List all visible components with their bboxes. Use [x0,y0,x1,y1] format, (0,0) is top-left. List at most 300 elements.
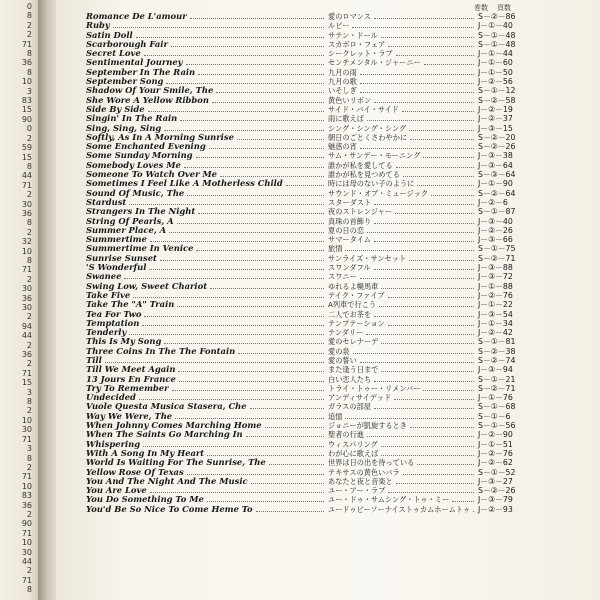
volume-page-code: J－③－64 [478,160,513,170]
dot-leader [360,362,474,363]
volume-page-code: J－②－37 [478,114,513,124]
japanese-title: サム・サンデー・モーニング [328,151,421,161]
index-entry [80,244,600,253]
volume-page-code: S－③－64 [478,170,516,180]
dot-leader [473,511,474,512]
left-page [0,0,40,600]
volume-page-code: J－②－90 [478,430,513,440]
volume-page-code: J－①－60 [478,58,513,68]
dot-leader [177,306,324,307]
volume-page-code: J－③－88 [478,263,513,273]
volume-page-code: S－①－68 [478,402,516,412]
song-title: Singin' In The Rain [86,113,178,124]
dot-leader [187,474,324,475]
volume-page-code: J－③－27 [478,476,513,486]
volume-page-code: J－②－19 [478,104,513,114]
song-title: Stardust [86,196,127,207]
dot-leader [374,408,474,409]
index-entry [80,347,600,356]
left-page-number: 8 [26,161,32,171]
left-page-number: 2 [26,566,32,576]
left-page-number: 36 [21,58,32,68]
dot-leader [417,185,474,186]
index-entry [80,300,600,309]
song-title: With A Song In My Heart [86,447,205,458]
song-title: Shadow Of Your Smile, The [86,85,214,96]
dot-leader [196,157,324,158]
song-title: Summer Place, A [86,224,167,235]
volume-page-code: J－①－34 [478,318,513,328]
dot-leader [143,446,324,447]
dot-leader [367,436,474,437]
left-page-number: 71 [21,575,32,585]
left-page-number: 3 [26,444,32,454]
dot-leader [133,297,324,298]
dot-leader [394,399,474,400]
volume-page-code: J－③－54 [478,309,513,319]
volume-page-code: J－②－62 [478,458,513,468]
song-title: Sunrise Sunset [86,252,157,263]
volume-page-code: J－②－42 [478,328,513,338]
japanese-title: センチメンタル・ジャーニー [328,58,421,68]
volume-page-code: J－①－44 [478,49,513,59]
index-entry [80,263,600,272]
dot-leader [424,64,474,65]
volume-page-code: S－①－48 [478,30,516,40]
dot-leader [136,37,324,38]
volume-page-code: J－③－38 [478,151,513,161]
japanese-title: いそしぎ [328,86,357,96]
left-page-number: 83 [21,491,32,501]
volume-page-code: S－①－6 [478,411,511,421]
dot-leader [403,176,474,177]
left-page-number: 36 [21,350,32,360]
volume-page-code: S－②－38 [478,346,516,356]
dot-leader [367,120,474,121]
dot-leader [171,46,324,47]
volume-page-code: J－③－79 [478,495,513,505]
dot-leader [265,427,324,428]
left-page-number: 2 [26,509,32,519]
dot-leader [148,111,324,112]
dot-leader [410,139,474,140]
dot-leader [381,37,474,38]
dot-leader [374,316,474,317]
left-page-number: 36 [21,208,32,218]
dot-leader [381,288,474,289]
left-page-number: 32 [21,237,32,247]
left-page-number: 15 [21,152,32,162]
volume-page-code: J－①－76 [478,393,513,403]
volume-page-code: S－①－75 [478,244,516,254]
volume-page-code: J－②－76 [478,448,513,458]
dot-leader [410,427,474,428]
song-title: You Are Love [86,485,147,496]
left-page-number: 36 [21,293,32,303]
japanese-title: テンプテーション [328,318,385,328]
volume-page-code: J－①－40 [478,21,513,31]
left-page-number: 10 [21,77,32,87]
dot-leader [149,269,324,270]
dot-leader [164,130,324,131]
left-page-number: 71 [21,434,32,444]
left-page-number: 71 [21,39,32,49]
volume-page-code: S－②－20 [478,132,516,142]
dot-leader [250,408,324,409]
left-page-number: 8 [26,255,32,265]
dot-leader [388,46,474,47]
song-title: When Johnny Comes Marching Home [86,420,262,431]
japanese-title: 愛の誓い [328,355,357,365]
left-page-number: 30 [21,284,32,294]
left-page-number: 44 [21,171,32,181]
volume-page-code: S－②－64 [478,188,516,198]
left-page-number: 15 [21,378,32,388]
dot-leader [379,306,474,307]
japanese-title: 夏の日の恋 [328,225,364,235]
song-title: Secret Love [86,48,141,59]
japanese-title: テキサスの黄色いバラ [328,467,400,477]
dot-leader [409,130,474,131]
dot-leader [367,232,474,233]
dot-leader [345,418,474,419]
dot-leader [172,390,324,391]
volume-page-code: J－②－76 [478,290,513,300]
song-title: When The Saints Go Marching In [86,429,243,440]
left-page-number: 90 [21,519,32,529]
dot-leader [374,241,474,242]
index-entry [80,226,600,235]
dot-leader [124,278,324,279]
dot-leader [388,492,474,493]
japanese-title: サウンド・オブ・ミュージック [328,188,429,198]
left-page-number: 2 [26,340,32,350]
dot-leader [388,325,474,326]
left-page-number: 59 [21,143,32,153]
japanese-title: サンライズ・サンセット [328,253,407,263]
volume-page-code: S－②－58 [478,95,516,105]
left-page-number: 8 [26,49,32,59]
japanese-title: テイク・ファイブ [328,290,385,300]
index-entry [80,96,600,105]
song-title: You And The Night And The Music [86,475,248,486]
dot-leader [409,260,474,261]
dot-leader [374,381,474,382]
song-title: September Song [86,76,164,87]
volume-page-code: J－①－88 [478,281,513,291]
song-title: Till We Meet Again [86,364,176,375]
left-page-number: 2 [26,274,32,284]
song-title: September In The Rain [86,66,196,77]
left-page-numbers [2,2,32,595]
japanese-title: スワニー [328,272,357,282]
left-page-number: 44 [21,556,32,566]
index-entry [80,282,600,291]
dot-leader [396,55,474,56]
song-title: Sentimental Journey [86,57,183,68]
song-title: Sound Of Music, The [86,187,185,198]
dot-leader [144,316,324,317]
dot-leader [403,474,474,475]
index-entry [80,430,600,439]
song-title: Somebody Loves Me [86,159,181,170]
volume-page-code: S－②－71 [478,383,516,393]
volume-header: 巻数 [474,4,488,12]
song-title: Satin Doll [86,29,133,40]
dot-leader [381,343,474,344]
japanese-title: 愛の泉 [328,346,350,356]
song-title: Try To Remember [86,382,169,393]
dot-leader [150,492,324,493]
left-page-number: 71 [21,265,32,275]
volume-page-code: J－②－26 [478,225,513,235]
song-title: Three Coins In The The Fontain [86,345,236,356]
japanese-title: サイド・バイ・サイド [328,104,399,114]
dot-leader [164,343,324,344]
dot-leader [177,223,324,224]
index-entry [80,12,600,21]
song-title: Swanee [86,271,122,282]
dot-leader [209,148,324,149]
dot-leader [238,353,324,354]
left-page-number: 36 [21,500,32,510]
japanese-title: 朝日のごとくさわやかに [328,132,408,142]
dot-leader [175,418,324,419]
volume-page-code: J－②－6 [478,197,508,207]
japanese-title: ジョニーが凱旋するとき [328,421,407,431]
volume-page-code: S－①－21 [478,374,516,384]
volume-page-code: S－②－86 [478,12,516,21]
japanese-title: トライ・トゥー・リメンバー [328,383,421,393]
song-title: Some Enchanted Evening [86,141,206,152]
dot-leader [190,18,324,19]
song-title: World Is Waiting For The Sunrise, The [86,457,266,468]
left-page-number: 71 [21,472,32,482]
song-title: Some Sunday Morning [86,150,193,161]
left-page-number: 10 [21,481,32,491]
dot-leader [452,501,474,502]
volume-page-code: J－②－93 [478,504,513,514]
japanese-title: 夜のストレンジャー [328,207,393,217]
volume-page-code: J－①－51 [478,439,513,449]
left-page-number: 2 [26,133,32,143]
index-entry [80,319,600,328]
left-page-number: 2 [26,462,32,472]
song-title: Summertime In Venice [86,243,194,254]
left-page-number: 90 [21,114,32,124]
japanese-title: スカボロ・フェア [328,39,386,49]
dot-leader [139,399,324,400]
left-page-number: 71 [21,368,32,378]
song-index-list [80,12,600,514]
volume-page-code: S－②－74 [478,355,516,365]
dot-leader [431,195,474,196]
volume-page-code: J－①－22 [478,300,513,310]
index-entry [80,310,600,319]
song-title: 'S Wonderful [86,262,147,273]
dot-leader [402,111,474,112]
dot-leader [374,204,474,205]
volume-page-code: S－②－71 [478,253,516,263]
japanese-title: 追憶 [328,411,343,421]
left-page-number: 30 [21,303,32,312]
song-title: Romance De L'amour [86,11,187,21]
japanese-title: アンディサイデッド [328,393,392,403]
song-title: Tea For Two [86,308,142,319]
dot-leader [360,74,474,75]
japanese-title: 聖者の行進 [328,430,364,440]
left-page-number: 2 [26,20,32,30]
song-title: Take The "A" Train [86,299,175,310]
dot-leader [196,250,324,251]
japanese-title: あなたと夜と音楽と [328,476,393,486]
left-page-number: 30 [21,547,32,557]
song-title: String Of Pearls, A [86,215,174,226]
left-page-number: 8 [26,397,32,407]
left-page-number: 8 [26,67,32,77]
song-title: This Is My Song [86,336,162,347]
left-page-number: 2 [26,30,32,40]
dot-leader [352,27,474,28]
song-title: Undecided [86,392,136,403]
song-title: Take Five [86,289,131,300]
volume-page-code: J－①－90 [478,179,513,189]
song-title: Side By Side [86,103,145,114]
dot-leader [166,83,324,84]
dot-leader [129,204,324,205]
japanese-title: 愛のセレナーデ [328,337,379,347]
song-title: Tenderly [86,327,127,338]
japanese-title: A列車で行こう [328,300,377,310]
index-entry [80,189,600,198]
index-entry [80,21,600,30]
left-page-number: 30 [21,425,32,435]
index-entry [80,477,600,486]
left-page-number: 8 [26,453,32,463]
japanese-title: 誰かが私を見つめてる [328,170,400,180]
song-title: You Do Something To Me [86,494,204,505]
dot-leader [210,288,324,289]
dot-leader [105,362,324,363]
japanese-title: 九月の雨 [328,67,357,77]
dot-leader [396,483,474,484]
left-page-number: 2 [26,227,32,237]
dot-leader [366,334,474,335]
japanese-title: サテン・ドール [328,30,378,40]
song-title: She Wore A Yellow Ribbon [86,94,209,105]
japanese-title: わが心に歌えば [328,448,379,458]
volume-page-code: J－③－72 [478,272,513,282]
left-page-number: 0 [26,124,32,134]
left-page-number: 10 [21,538,32,548]
song-title: Vuole Questa Musica Stasera, Che [86,401,247,412]
dot-leader [246,436,324,437]
left-page-number: 83 [21,96,32,106]
dot-leader [360,92,474,93]
song-title: Till [86,354,102,365]
left-page-number: 71 [21,180,32,190]
dot-leader [198,213,324,214]
page-header: 頁数 [497,4,511,12]
left-page-number: 3 [26,387,32,397]
left-page-number: 8 [26,11,32,21]
dot-leader [360,278,474,279]
song-title: Swing Low, Sweet Chariot [86,280,208,291]
song-title: Ruby [86,20,110,31]
left-page-number: 8 [26,585,32,595]
japanese-title: 誰かが私を愛してる [328,160,393,170]
song-title: Sing, Sing, Sing [86,122,162,133]
dot-leader [184,167,324,168]
volume-page-code: J－②－56 [478,77,513,87]
dot-leader [381,371,474,372]
dot-leader [178,371,324,372]
index-entry [80,384,600,393]
left-page-number: 44 [21,331,32,341]
japanese-title: スワンダフル [328,263,371,273]
japanese-title: スターダスト [328,197,372,207]
japanese-title: 雨に歌えば [328,114,364,124]
volume-page-code: S－①－87 [478,207,516,217]
song-title: You'd Be So Nice To Come Heme To [86,503,253,514]
japanese-title: シング・シング・シング [328,123,407,133]
left-page-number: 94 [21,321,32,331]
japanese-title: ガラスの部屋 [328,402,371,412]
volume-page-code: S－②－26 [478,142,516,152]
dot-leader [256,511,324,512]
japanese-title: 愛のロマンス [328,12,371,21]
dot-leader [360,148,474,149]
dot-leader [360,83,474,84]
dot-leader [374,102,474,103]
dot-leader [169,232,324,233]
japanese-title: ウィスパリング [328,439,378,449]
dot-leader [129,334,324,335]
dot-leader [374,269,474,270]
japanese-title: シークレット・ラブ [328,49,393,59]
dot-leader [374,223,474,224]
song-title: Whispering [86,438,141,449]
japanese-title: サマータイム [328,235,371,245]
dot-leader [150,241,324,242]
song-title: Sometimes I Feel Like A Motherless Child [86,178,283,189]
left-page-number: 30 [21,199,32,209]
dot-leader [187,195,324,196]
left-page-number: 10 [21,246,32,256]
dot-leader [381,446,474,447]
volume-page-code: S－①－81 [478,337,516,347]
left-page-number: 3 [26,86,32,96]
japanese-title: ルビー [328,21,350,31]
japanese-title: 時には母のない子のように [328,179,415,189]
dot-leader [180,120,324,121]
japanese-title: 白い恋人たち [328,374,372,384]
japanese-title: 黄色いリボン [328,95,372,105]
volume-page-code: S－①－56 [478,421,516,431]
left-page-number: 15 [21,105,32,115]
song-title: Temptation [86,317,140,328]
left-page-number: 10 [21,415,32,425]
dot-leader [179,381,324,382]
index-entry [80,40,600,49]
volume-page-code: J－③－94 [478,365,513,375]
left-page-number: 8 [26,218,32,228]
song-title: 13 Jours En France [86,373,176,384]
dot-leader [269,464,324,465]
japanese-title: ユー・アー・ラブ [328,486,386,496]
volume-page-code: J－③－15 [478,123,513,133]
japanese-title: 二人でお茶を [328,309,372,319]
